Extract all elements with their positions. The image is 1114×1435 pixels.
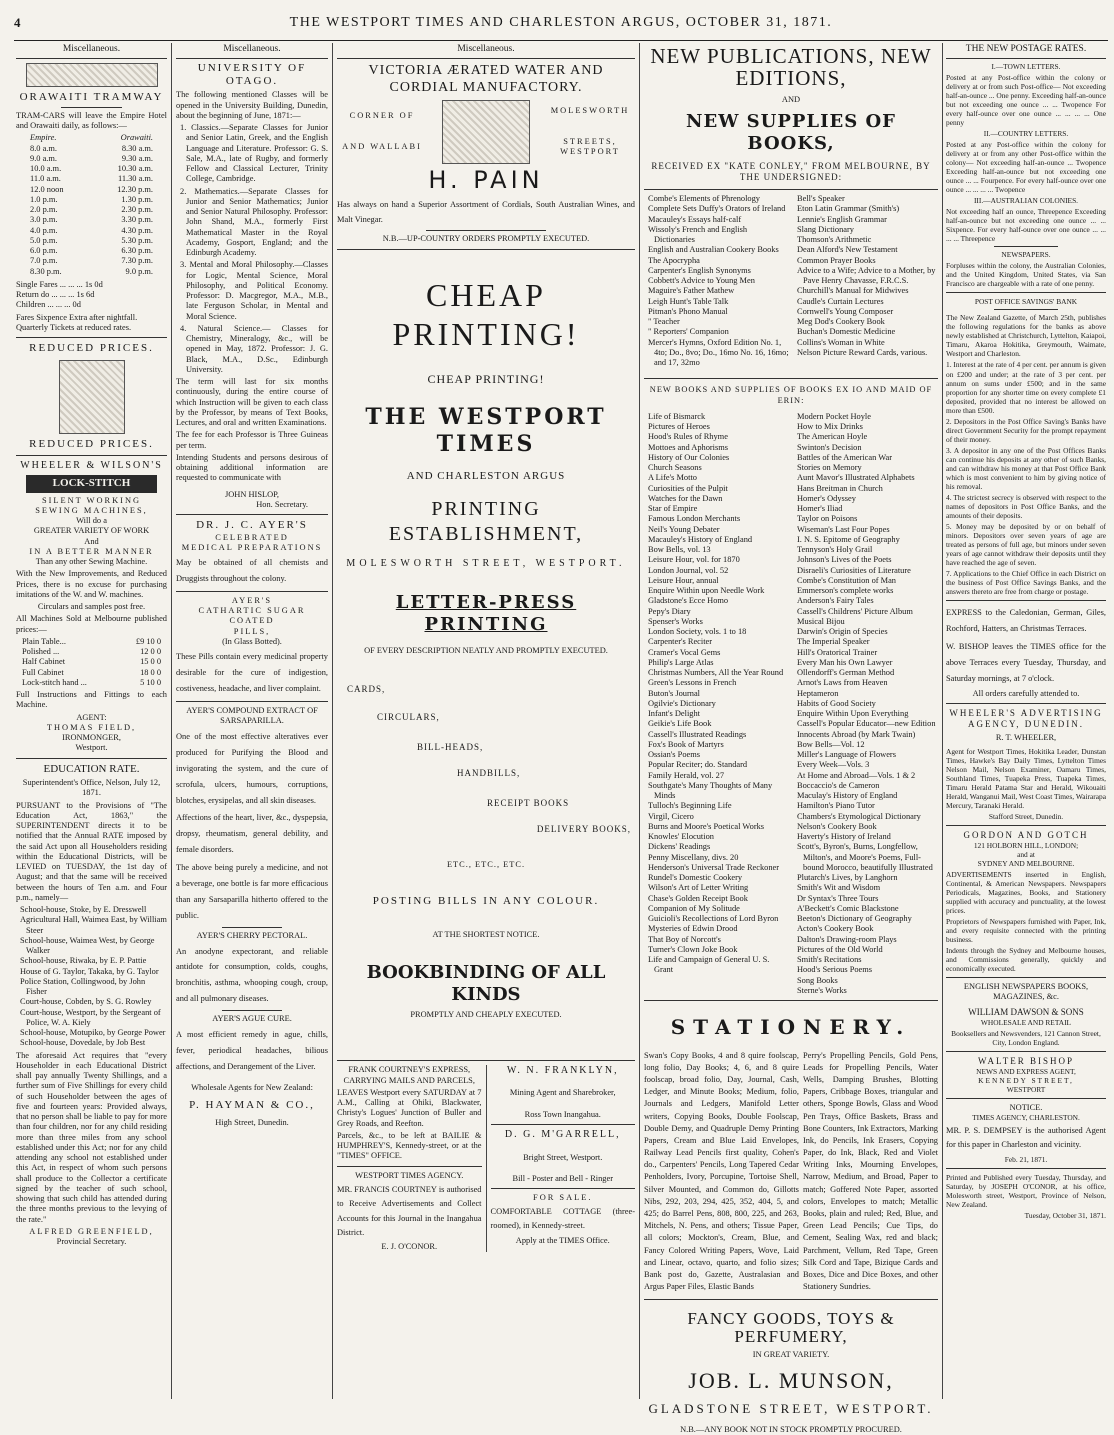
tram-illustration [26, 63, 158, 87]
cheap-printing-heading: CHEAP PRINTING! [392, 276, 580, 352]
book-item: Boccaccio's de Cameron [797, 780, 880, 790]
tram-time: 11.0 a.m. [30, 174, 61, 184]
book-item: The American Hoyle [797, 432, 868, 442]
book-item: Arnot's Laws from Heaven [797, 678, 888, 688]
book-item: Pepy's Diary [648, 606, 691, 616]
tram-time: 1.0 p.m. [30, 194, 58, 204]
book-item: Cornwell's Young Composer [797, 306, 894, 316]
book-item: Wilson's Art of Letter Writing [648, 883, 749, 893]
price-row [16, 678, 167, 688]
book-item: Tennyson's Holy Grail [797, 545, 873, 555]
book-item: Pictures of the Old World [797, 944, 883, 954]
book-item: Dalton's Drawing-room Plays [797, 934, 897, 944]
book-item: Disraeli's Curiosities of Literature [797, 565, 911, 575]
book-item: Watches for the Dawn [648, 493, 723, 503]
book-item: Spenser's Works [648, 616, 703, 626]
tram-time: 10.30 a.m. [117, 164, 153, 174]
education-list-item: Agricultural Hall, Waimea East, by William Steer [20, 915, 167, 935]
book-item: Carpenter's English Synonyms [648, 265, 751, 275]
book-item: Life of Bismarck [648, 411, 706, 421]
book-item: Enquire Within Upon Everything [797, 709, 909, 719]
book-item: Acton's Cookery Book [797, 924, 874, 934]
price-value: 5 10 0 [140, 677, 161, 687]
fare-line: Single Fares ... ... ... 1s 0d [16, 279, 103, 289]
fares-note: Fares Sixpence Extra after nightfall. Quarterly Tickets at reduced rates. [16, 312, 138, 332]
ayer-title: DR. J. C. AYER'S [196, 519, 308, 532]
savings-item: 7. Applications to the Chief Office in each District on the business of Post Office Savings Banks, and the answers thereto are free from charge or postage. [946, 569, 1106, 597]
tram-time: 7.30 p.m. [121, 256, 153, 266]
education-list-item: School-house, Waimea West, by George Walker [20, 935, 155, 956]
column-4: NEW PUBLICATIONS, NEW EDITIONS, AND NEW SUPPLIES OF BOOKS, RECEIVED EX "KATE CONLEY," FROM MELBOURNE, BY THE UNDERSIGNED: Combe's Elements of Phrenology Complete Sets Duffy's Orators of Ireland Macauley's Essays half-calf Wissoly's French and English Dictionaries English and Australian Cookery Books The Apocrypha Carpenter's English Synonyms Cobbett's Advice to Young Men Maguire's Father Mathew Leigh Hunt's Table Talk Pitman's Phono Manual " Teacher " Reporters' Companion Mercer's Hymns, Oxford Edition No. 1, 4to; Do., 8vo; Do., 16mo No. 16, 16mo; and 17, 32mo Bell's Speaker Eton Latin Grammar (Smith's) Lennie's English Grammar Slang Dictionary Thomson's Arithmetic Dean Alford's New Testament Common Prayer Books Advice to a Wife; Advice to a Mother, by Pave Henry Chavasse, F.R.C.S. Churchill's Manual for Midwives Caudle's Curtain Lectures Cornwell's Young Composer Meg Dod's Cookery Book Buchan's Domestic Medicine Collins's Woman in White Nelson Picture Reward Cards, various. NEW BOOKS AND SUPPLIES OF BOOKS EX IO AND MAID OF ERIN: Life of Bismarck Pictures of Heroes Hood's Rules of Rhyme Mottoes and Aphorisms History of Our Colonies Church Seasons A Life's Motto Curiosities of the Pulpit Watches for the Dawn Star of Empire Famous London Merchants Neil's Young Debater Macauley's History of England Bow Bells, vol. 13 Leisure Hour, vol. for 1870 London Journal, vol. 52 Leisure Hour, annual Enquire Within upon Needle Work Gladstone's Ecce Homo Pepy's Diary Spenser's Works London Society, vols. 1 to 18 Carpenter's Reciter Cramer's Vocal Gems Philip's Large Atlas Christmas Numbers, All the Year Round Green's Lessons in French Buton's Journal Ogilvie's Dictionary Infant's Delight Geikie's Life Book Cassell's Illustrated Readings Fox's Book of Martyrs Ossian's Poems Popular Reciter; do. Standard Family Herald, vol. 27 Southgate's Many Thoughts of Many Minds Tulloch's Beginning Life Virgil, Cicero Burns and Moore's Poetical Works Knowles' Elocution Dickens' Readings Penny Miscellany, divs. 20 Henderson's Universal Trade Reckoner Rundel's Domestic Cookery Wilson's Art of Letter Writing Chase's Golden Receipt Book Companion of My Solitude Guicioli's Recollections of Lord Byron Mysteries of Edwin Drood That Boy of Norcott's Turner's Clown Joke Book Life and Campaign of General U. S. Grant Modern Pocket Hoyle How to Mix Drinks The American Hoyle Swinton's Decision Battles of the American War Stories on Memory Aunt Mavor's Illustrated Alphabets Hans Breitman in Church Homer's Odyssey Homer's Iliad Taylor on Poisons Wiseman's Last Four Popes I. N. S. Epitome of Geography Tennyson's Holy Grail Johnson's Lives of the Poets Disraeli's Curiosities of Literature Combe's Constitution of Man Emmerson's complete works Anderson's Fairy Tales Cassell's Childrens' Picture Album Musical Bijou Darwin's Origin of Species The Imperial Speaker Hill's Oratorical Trainer Every Man his Own Lawyer Ollendorff's German Method Arnot's Laws from Heaven Heptameron Habits of Good Society Enquire Within Upon Everything Cassell's Popular Educator—new Edition Innocents Abroad (by Mark Twain) Bow Bells—Vol. 12 Miller's Language of Flowers Every Week—Vols. 3 At Home and Abroad—Vols. 1 & 2 Boccaccio's de Cameron Maculay's History of England Hamilton's Piano Tutor Chambers's Etymological Dictionary Nelson's Cookery Book Haverty's History of Ireland Scott's, Byron's, Burns, Longfellow, Milton's, and Moore's Poems, Full-bound Morocco, beautifully Illustrated Plutarch's Lives, by Langhorn Smith's Wit and Wisdom Dr Syntax's Three Tours A'Beckett's Comic Blackstone Beeton's Dictionary of Geography Acton's Cookery Book Dalton's Drawing-room Plays Pictures of the Old World Smith's Recitations Hood's Serious Poems Song Books Sterne's Works STATIONERY. Swan's Copy Books, 4 and 8 quire foolscap, long folio, Day Books; 4, 6, and 8 quire foolscap, broad folio, Day, Journal, Cash, Ledger, and Minute Books; Medium, folio, Journals and Ledgers, Manifold Letter writers, Copying Books, Double Foolscap, Double Demy, and Quadruple Demy Printing Papers, Cream and Blue Laid Envelopes, Railway Lead Pencils first quality, Cohen's do., Carpenters' Pencils, Long Tapered Cedar Penholders, Ivory, Porcupine, Tortoise Shell, Silver Mounted, and Common do, Gillotts Nibs, 292, 203, 294, 425, 352, 404, 5, and 425; do Barrel Pens, 808, 800, 225, and 263, Mitchels, N. Pens, and others; Tissue Paper, all colors; Mockton's, Cream, Blue, and Fancy Colored Writing Papers, Wove, Laid and Linear, octavo, quarto, and folio sizes; Bank post do, Gazette, Australasian and Argus Paper Files, Elastic Bands Perry's Propelling Pencils, Gold Pens, Leads for Propelling Pencils, Water Wells, Damping Brushes, Blotting Papers, Cribbage Boxes, triangular and others, Sponge Bowls, Glass and Wood Pen Trays, Office Baskets, Brass and Bone Counters, Ink Extractors, Marking Ink, do Pencils, Ink Erasers, Copying Paper, do Ink, Black, Red and Violet Writing Inks, Mourning Envelopes, Narrow, Medium, and Broad, Paper to match; Goffered Note Paper, assorted colors, Envelopes to match; Metallic Books, plain and ruled; Red, Blue, and Green Lead Pencils; Cue Tips, do Cement, Sealing Wax, red and black; Parchment, Vellum, Red Tape, Green Silk Cord and Tape, Bizique Cards and Boxes, Dice and Dice Boxes, and other Stationery Sundries. FANCY GOODS, TOYS & PERFUMERY, IN GREAT VARIETY. JOB. L. MUNSON, GLADSTONE STREET, WESTPORT. N.B.—ANY BOOK NOT IN STOCK PROMPTLY PROCURED. [644, 44, 938, 1434]
book-item: Family Herald, vol. 27 [648, 770, 725, 780]
book-item: Leisure Hour, annual [648, 575, 719, 585]
savings-item: 1. Interest at the rate of 4 per cent. per annum is given on £200 and under; at the rate of 3 per cent. per annum on sums under £500; and in the same proportion for any shorter time on every complete £1 deposited, provided that no interest be allowed on more than £500. [946, 360, 1106, 415]
book-item: Virgil, Cicero [648, 811, 694, 821]
tram-time: 9.0 a.m. [30, 153, 57, 163]
book-item: Smith's Recitations [797, 955, 862, 965]
book-item: Wiseman's Last Four Popes [797, 524, 890, 534]
book-item: Chase's Golden Receipt Book [648, 893, 748, 903]
price-label: Full Cabinet [22, 667, 64, 677]
book-item: Smith's Wit and Wisdom [797, 883, 881, 893]
book-item: Sterne's Works [797, 985, 847, 995]
book-item: Stories on Memory [797, 463, 862, 473]
column-3: Miscellaneous. VICTORIA ÆRATED WATER AND CORDIAL MANUFACTORY. CORNER OF AND WALLABI MOLESWORTH STREETS, WESTPORT H. PAIN Has always on hand a Superior Assortment of Cordials, South Australian Wines, and Malt Vinegar. N.B.—UP-COUNTRY ORDERS PROMPTLY EXECUTED. CHEAP PRINTING! CHEAP PRINTING! THE WESTPORT TIMES AND CHARLESTON ARGUS PRINTING ESTABLISHMENT, MOLESWORTH STREET, WESTPORT. LETTER-PRESS PRINTING OF EVERY DESCRIPTION NEATLY AND PROMPTLY EXECUTED. CARDS, CIRCULARS, BILL-HEADS, HANDBILLS, RECEIPT BOOKS DELIVERY BOOKS, ETC., ETC., ETC. POSTING BILLS IN ANY COLOUR. AT THE SHORTEST NOTICE. BOOKBINDING OF ALL KINDS PROMPTLY AND CHEAPLY EXECUTED. FRANK COURTNEY'S EXPRESS, CARRYING MAILS AND PARCELS, LEAVES Westport every SATURDAY at 7 A.M., Calling at Ohiki, Blackwater, Christy's Logues' Junction of Buller and Grey Roads, and Reefton. Parcels, &c., to be left at BAILIE & HUMPHREY'S, Kennedy-street, or at the "TIMES" OFFICE. WESTPORT TIMES AGENCY. MR. FRANCIS COURTNEY is authorised to Receive Advertisements and Collect Accounts for this Journal in the Inangahua District. E. J. O'CONOR. W. N. FRANKLYN, Mining Agent and Sharebroker, Ross Town Inangahua. D. G. M'GARRELL, Bright Street, Westport. Bill - Poster and Bell - Ringer FOR SALE. COMFORTABLE COTTAGE (three-roomed), in Kennedy-street. Apply at the TIMES Office. [337, 44, 635, 1252]
tram-title: ORAWAITI TRAMWAY [19, 90, 164, 103]
tram-time: 2.30 p.m. [121, 205, 153, 215]
tram-fares [16, 280, 167, 311]
book-item: Cassell's Illustrated Readings [648, 729, 747, 739]
book-item: Advice to a Wife; Advice to a Mother, by Pave Henry Chavasse, F.R.C.S. [797, 265, 936, 286]
book-item: London Society, vols. 1 to 18 [648, 627, 747, 637]
tram-row [16, 267, 167, 277]
book-item: Homer's Iliad [797, 504, 843, 514]
book-item: Geikie's Life Book [648, 719, 712, 729]
price-label: Polished ... [22, 647, 60, 657]
books-list-right [793, 194, 938, 368]
tram-time: 6.0 p.m. [30, 246, 58, 256]
book-item: Church Seasons [648, 463, 702, 473]
book-item: Burns and Moore's Poetical Works [648, 821, 765, 831]
tram-row [16, 195, 167, 205]
book-item: Pitman's Phono Manual [648, 306, 728, 316]
page-number: 4 [14, 15, 22, 30]
tram-time: 1.30 p.m. [121, 194, 153, 204]
book-item: Turner's Clown Joke Book [648, 944, 738, 954]
book-item: Collins's Woman in White [797, 337, 885, 347]
book-item: Life and Campaign of General U. S. Grant [648, 955, 770, 975]
education-list-item: Court-house, Cobden, by S. G. Rowley [20, 997, 152, 1007]
book-item: Plutarch's Lives, by Langhorn [797, 873, 898, 883]
factory-illustration [442, 100, 530, 164]
book-item: Cramer's Vocal Gems [648, 647, 721, 657]
tram-row [16, 144, 167, 154]
book-item: Combe's Elements of Phrenology [648, 194, 760, 204]
book-item: Emmerson's complete works [797, 586, 894, 596]
education-body: PURSUANT to the Provisions of "The Education Act, 1863," the SUPERINTENDENT directs it to be notified that the Annual RATE imposed by the said Act upon all Householders residing within the Educational Districts, will be LEVIED on TUESDAY, the 1st day of August; and that the same will be received between the hours of Ten a.m. and Four p.m., namely— [16, 800, 167, 902]
savings-regulations [946, 360, 1106, 596]
education-list-item: School-house, Dovedale, by Job Best [20, 1038, 146, 1048]
book-item: Hood's Serious Poems [797, 965, 873, 975]
book-item: Musical Bijou [797, 616, 845, 626]
otago-class-item: 4. Natural Science.— Classes for Chemistry, Mineralogy, &c., will be opened in May, 1872. Professor: J. G. Black, M.A., D.Sc., Edinburgh University. [180, 323, 328, 374]
book-item: Ollendorff's German Method [797, 668, 895, 678]
book-item: Maguire's Father Mathew [648, 286, 735, 296]
book-item: Johnson's Lives of the Poets [797, 555, 892, 565]
price-row [16, 668, 167, 678]
tram-time: 4.0 p.m. [30, 225, 58, 235]
price-value: 18 0 0 [140, 667, 161, 677]
book-item: Philip's Large Atlas [648, 657, 714, 667]
tram-time: 11.30 a.m. [117, 174, 153, 184]
munson-name: JOB. L. MUNSON, [688, 1368, 894, 1394]
book-item: Infant's Delight [648, 709, 700, 719]
new-publications-heading: NEW PUBLICATIONS, NEW EDITIONS, [650, 44, 932, 91]
book-item: Leigh Hunt's Table Talk [648, 296, 729, 306]
savings-item: 3. A depositor in any one of the Post Offices Banks can continue his deposits at any other of such Banks, and can withdraw his money at that Post Office Bank which is most convenient to him by giving notice of his removal. [946, 445, 1106, 491]
book-item: Maculay's History of England [797, 791, 898, 801]
book-item: " Teacher [648, 317, 680, 327]
book-item: English and Australian Cookery Books [648, 245, 779, 255]
book-item: A Life's Motto [648, 473, 697, 483]
tram-row [16, 164, 167, 174]
pain-name: H. PAIN [428, 165, 544, 194]
book-item: At Home and Abroad—Vols. 1 & 2 [797, 770, 916, 780]
book-item: Scott's, Byron's, Burns, Longfellow, Milton's, and Moore's Poems, Full-bound Morocco, beautifully Illustrated [797, 842, 933, 872]
book-item: Pictures of Heroes [648, 422, 710, 432]
price-label: Half Cabinet [22, 657, 66, 667]
book-item: Song Books [797, 975, 838, 985]
tram-time: 6.30 p.m. [121, 246, 153, 256]
book-item: History of Our Colonies [648, 452, 730, 462]
tram-time: 3.30 p.m. [121, 215, 153, 225]
tram-time: 3.0 p.m. [30, 215, 58, 225]
book-item: Green's Lessons in French [648, 678, 737, 688]
education-list-item: House of G. Taylor, Takaka, by G. Taylor [20, 966, 159, 976]
tram-row [16, 236, 167, 246]
book-item: Anderson's Fairy Tales [797, 596, 874, 606]
book-item: Taylor on Poisons [797, 514, 858, 524]
newspaper-page [14, 6, 1108, 1434]
book-item: Carpenter's Reciter [648, 637, 713, 647]
book-item: Southgate's Many Thoughts of Many Minds [648, 780, 773, 801]
book-item: Nelson Picture Reward Cards, various. [797, 347, 928, 357]
book-item: Famous London Merchants [648, 514, 741, 524]
book-item: Mysteries of Edwin Drood [648, 924, 738, 934]
book-item: Innocents Abroad (by Mark Twain) [797, 729, 916, 739]
book-item: Ogilvie's Dictionary [648, 698, 716, 708]
book-item: I. N. S. Epitome of Geography [797, 534, 900, 544]
book-item: Buton's Journal [648, 688, 700, 698]
price-value: 15 0 0 [140, 657, 161, 667]
franklyn-ad: W. N. FRANKLYN, Mining Agent and Sharebroker, Ross Town Inangahua. D. G. M'GARRELL, Bright Street, Westport. Bill - Poster and Bell - Ringer FOR SALE. COMFORTABLE COTTAGE (three-roomed), in Kennedy-street. Apply at the TIMES Office. [490, 1065, 635, 1245]
book-item: Chambers's Etymological Dictionary [797, 811, 921, 821]
book-item: Enquire Within upon Needle Work [648, 586, 765, 596]
otago-title: UNIVERSITY OF OTAGO. [197, 61, 307, 87]
education-list-item: Court-house, Westport, by the Sergeant of Police, W. A. Kiely [20, 1007, 161, 1027]
tram-time: 4.30 p.m. [121, 225, 153, 235]
education-rate-title: EDUCATION RATE. [43, 762, 140, 775]
ex-books-left [644, 412, 789, 996]
book-item: Popular Reciter; do. Standard [648, 760, 748, 770]
printing-items: CARDS, CIRCULARS, BILL-HEADS, HANDBILLS, RECEIPT BOOKS DELIVERY BOOKS, [347, 684, 631, 835]
book-item: The Apocrypha [648, 255, 700, 265]
sewing-machine-illustration [59, 360, 125, 434]
book-item: Beeton's Dictionary of Geography [797, 914, 912, 924]
tram-time: 5.0 p.m. [30, 235, 58, 245]
book-item: Dickens' Readings [648, 842, 711, 852]
book-item: Haverty's History of Ireland [797, 832, 891, 842]
book-item: Macauley's History of England [648, 534, 753, 544]
tram-row [16, 205, 167, 215]
book-item: Caudle's Curtain Lectures [797, 296, 884, 306]
tram-row [16, 185, 167, 195]
book-item: Henderson's Universal Trade Reckoner [648, 862, 780, 872]
book-item: Bow Bells, vol. 13 [648, 545, 711, 555]
education-list [16, 905, 167, 1049]
book-item: Swinton's Decision [797, 442, 862, 452]
books-list-left [644, 194, 789, 368]
tram-time: 12.30 p.m. [117, 184, 153, 194]
book-item: Combe's Constitution of Man [797, 575, 896, 585]
book-item: Star of Empire [648, 504, 698, 514]
book-item: Nelson's Cookery Book [797, 821, 877, 831]
otago-class-item: 2. Mathematics.—Separate Classes for Junior and Senior Mathematics; Junior and Senior Natural Philosophy. Professor: John Shand, M.A., formerly First Mathematical Master in the Royal Academy, Gosport, England; and the Edinburgh Academy. [180, 186, 328, 258]
otago-class-item: 1. Classics.—Separate Classes for Junior and Senior Latin, Greek, and the English Language and Literature. Professor: G. S. Sale, M.A., late of Rugby, and formerly Fellow and Classical Lecturer, Trinity College, Cambridge. [180, 123, 328, 184]
book-item: Rundel's Domestic Cookery [648, 873, 743, 883]
tram-time: 9.30 a.m. [121, 153, 153, 163]
tram-timetable [16, 144, 167, 277]
ex-books-right [793, 412, 938, 996]
book-item: Tulloch's Beginning Life [648, 801, 732, 811]
price-row [16, 647, 167, 657]
price-label: Plain Table... [22, 636, 66, 646]
tram-intro: TRAM-CARS will leave the Empire Hotel and Orawaiti daily, as follows:— [16, 110, 167, 131]
column-1: Miscellaneous. ORAWAITI TRAMWAY TRAM-CARS will leave the Empire Hotel and Orawaiti daily, as follows:— Empire. Orawaiti. 8.0 a.m. 8.30 a.m. 9.0 a.m. 9.30 a.m. 10.0 a.m. 10.30 a.m. 11.0 a.m. 11.30 a.m. 12.0 noon 12.30 p.m. 1.0 p.m. 1.30 p.m. 2.0 p.m. 2.30 p.m. 3.0 p.m. 3.30 p.m. 4.0 p.m. 4.30 p.m. 5.0 p.m. 5.30 p.m. 6.0 p.m. 6.30 p.m. 7.0 p.m. 7.30 p.m. 8.30 p.m. 9.0 p.m. Single Fares ... ... ... 1s 0d Return do ... ... ... 1s 6d Children ... ... ... 0d Fares Sixpence Extra after nightfall. Quarterly Tickets at reduced rates. REDUCED PRICES. REDUCED PRICES. WHEELER & WILSON'S LOCK-STITCH SILENT WORKING SEWING MACHINES, Will do a GREATER VARIETY OF WORK And IN A BETTER MANNER Than any other Sewing Machine. With the New Improvements, and Reduced Prices, there is no excuse for purchasing imitations of the W. and W. machines. Circulars and samples post free. All Machines Sold at Melbourne published prices:— Plain Table... £9 10 0 Polished ... 12 0 0 Half Cabinet 15 0 0 Full Cabinet 18 0 0 Lock-stitch hand ... 5 10 0 Full Instructions and Fittings to each Machine. AGENT: THOMAS FIELD, IRONMONGER, Westport. EDUCATION RATE. Superintendent's Office, Nelson, July 12, 1871. PURSUANT to the Provisions of "The Education Act, 1863," the SUPERINTENDENT directs it to be notified that the Annual RATE imposed by the said Act upon all Householders residing within the Educational Districts, will be LEVIED on TUESDAY, the 1st day of August; and that the same will be received between the hours of Ten a.m. and Four p.m., namely— School-house, Stoke, by E. Dresswell Agricultural Hall, Waimea East, by William Steer School-house, Waimea West, by George Walker School-house, Riwaka, by E. P. Pattie House of G. Taylor, Takaka, by G. Taylor Police Station, Collingwood, by John Fisher Court-house, Cobden, by S. G. Rowley Court-house, Westport, by the Sergeant of Police, W. A. Kiely School-house, Motupiko, by George Power School-house, Dovedale, by Job Best The aforesaid Act requires that "every Householder in each Educational District shall pay annually Twenty Shillings, and a further sum of Five Shillings for every child of such Householder between the ages of five and fourteen years: Provided always, that no person shall be liable to pay for more than four children, nor for any child residing more than three miles from any school established under this Act; nor for any child attending any school not established under this Act, in respect of whom such persons shall produce to the Collector a certificate signed by the teacher of such school, showing that such child has attended during the three months previous to the levying of the rate." ALFRED GREENFIELD, Provincial Secretary. [16, 44, 167, 1247]
book-item: Slang Dictionary [797, 224, 854, 234]
book-item: " Reporters' Companion [648, 327, 729, 337]
book-item: Darwin's Origin of Species [797, 627, 888, 637]
fare-line: Children ... ... ... 0d [16, 300, 81, 310]
bookbinding-heading: BOOKBINDING OF ALL KINDS [366, 962, 606, 1006]
savings-item: 5. Money may be deposited by or on behalf of minors. Depositors over seven years of age are treated as persons of full age, but minors under seven years of age cannot withdraw their deposits until they have reached the age of seven. [946, 522, 1106, 568]
book-item: Hood's Rules of Rhyme [648, 432, 728, 442]
education-list-item: School-house, Riwaka, by E. P. Pattie [20, 956, 147, 966]
masthead [14, 6, 1108, 41]
book-item: Wissoly's French and English Dictionaries [648, 224, 748, 245]
book-item: Curiosities of the Pulpit [648, 483, 728, 493]
victoria-title: VICTORIA ÆRATED WATER AND CORDIAL MANUFACTORY. [368, 62, 604, 95]
tram-time: 9.0 p.m. [125, 266, 153, 276]
tram-time: 5.30 p.m. [121, 235, 153, 245]
book-item: A'Beckett's Comic Blackstone [797, 903, 899, 913]
book-item: Churchill's Manual for Midwives [797, 286, 909, 296]
tram-row [16, 256, 167, 266]
tram-time: 2.0 p.m. [30, 205, 58, 215]
book-item: Every Man his Own Lawyer [797, 657, 893, 667]
book-item: London Journal, vol. 52 [648, 565, 729, 575]
book-item: Every Week—Vols. 3 [797, 760, 870, 770]
reduced-prices-heading: REDUCED PRICES. [29, 342, 154, 355]
tram-row [16, 154, 167, 164]
machine-prices [16, 637, 167, 688]
book-item: Heptameron [797, 688, 839, 698]
education-list-item: Police Station, Collingwood, by John Fisher [20, 976, 146, 997]
fare-line: Return do ... ... ... 1s 6d [16, 290, 95, 300]
fancy-goods-heading: FANCY GOODS, TOYS & PERFUMERY, [687, 1309, 895, 1347]
tram-row [16, 215, 167, 225]
book-item: Complete Sets Duffy's Orators of Ireland [648, 204, 786, 214]
price-label: Lock-stitch hand ... [22, 677, 87, 687]
westport-times-heading: THE WESTPORT TIMES [365, 404, 607, 458]
tram-time: 8.30 p.m. [30, 266, 62, 276]
book-item: Miller's Language of Flowers [797, 750, 896, 760]
book-item: Mercer's Hymns, Oxford Edition No. 1, 4to; Do., 8vo; Do., 16mo No. 16, 16mo; and 17, 32mo [648, 337, 789, 368]
price-value: £9 10 0 [135, 636, 161, 646]
savings-item: 4. The strictest secrecy is observed with respect to the names of depositors in Post Office Banks, and the amounts of their deposits. [946, 492, 1106, 520]
book-item: Battles of the American War [797, 452, 892, 462]
postage-title: THE NEW POSTAGE RATES. [946, 43, 1106, 59]
agent-name: THOMAS FIELD, [46, 722, 137, 732]
book-item: Thomson's Arithmetic [797, 235, 872, 245]
book-item: Leisure Hour, vol. for 1870 [648, 555, 740, 565]
courtney-express-ad: FRANK COURTNEY'S EXPRESS, CARRYING MAILS AND PARCELS, LEAVES Westport every SATURDAY at 7 A.M., Calling at Ohiki, Blackwater, Christy's Logues' Junction of Buller and Grey Roads, and Reefton. Parcels, &c., to be left at BAILIE & HUMPHREY'S, Kennedy-street, or at the "TIMES" OFFICE. WESTPORT TIMES AGENCY. MR. FRANCIS COURTNEY is authorised to Receive Advertisements and Collect Accounts for this Journal in the Inangahua District. E. J. O'CONOR. [337, 1065, 487, 1252]
education-list-item: School-house, Stoke, by E. Dresswell [20, 905, 147, 915]
book-item: Christmas Numbers, All the Year Round [648, 668, 784, 678]
stationery-heading: STATIONERY. [670, 1015, 912, 1040]
tram-time: 8.0 a.m. [30, 143, 57, 153]
section-heading: Miscellaneous. [16, 43, 167, 59]
book-item: Neil's Young Debater [648, 524, 720, 534]
otago-class-item: 3. Mental and Moral Philosophy.—Classes for Logic, Mental Science, Moral Philosophy, and Political Economy. Professor: D. Macgregor, M.A., M.B., late Ferguson Scholar, in Mental and Moral Science. [180, 260, 328, 321]
book-item: Eton Latin Grammar (Smith's) [797, 204, 900, 214]
savings-item: 2. Depositors in the Post Office Saving's Banks have direct Government Security for the prompt repayment of their money. [946, 416, 1106, 444]
book-item: Bell's Speaker [797, 194, 845, 204]
price-row [16, 637, 167, 647]
book-item: Penny Miscellany, divs. 20 [648, 852, 739, 862]
book-item: Guicioli's Recollections of Lord Byron [648, 914, 779, 924]
book-item: Bow Bells—Vol. 12 [797, 739, 865, 749]
book-item: Gladstone's Ecce Homo [648, 596, 729, 606]
tram-row [16, 174, 167, 184]
book-item: Homer's Odyssey [797, 493, 856, 503]
book-item: Lennie's English Grammar [797, 214, 887, 224]
book-item: Meg Dod's Cookery Book [797, 317, 885, 327]
book-item: Knowles' Elocution [648, 832, 714, 842]
price-value: 12 0 0 [140, 647, 161, 657]
book-item: Fox's Book of Martyrs [648, 739, 724, 749]
tram-row [16, 246, 167, 256]
book-item: Dr Syntax's Three Tours [797, 893, 879, 903]
book-item: Habits of Good Society [797, 698, 876, 708]
tram-time: 10.0 a.m. [30, 164, 62, 174]
book-item: Hill's Oratorical Trainer [797, 647, 878, 657]
tram-time: 7.0 p.m. [30, 256, 58, 266]
book-item: That Boy of Norcott's [648, 934, 721, 944]
tram-row [16, 226, 167, 236]
book-item: Hans Breitman in Church [797, 483, 883, 493]
book-item: Macauley's Essays half-calf [648, 214, 742, 224]
lockstitch-banner: LOCK-STITCH [26, 475, 157, 492]
tram-time: 8.30 a.m. [121, 143, 153, 153]
book-item: Hamilton's Piano Tutor [797, 801, 875, 811]
book-item: Common Prayer Books [797, 255, 876, 265]
book-item: Dean Alford's New Testament [797, 245, 898, 255]
otago-classes [176, 123, 328, 375]
newspaper-title: THE WESTPORT TIMES AND CHARLESTON ARGUS, OCTOBER 31, 1871. [289, 15, 833, 30]
education-list-item: School-house, Motupiko, by George Power [20, 1028, 166, 1038]
book-item: The Imperial Speaker [797, 637, 870, 647]
book-item: Modern Pocket Hoyle [797, 411, 871, 421]
column-5: THE NEW POSTAGE RATES. I.—TOWN LETTERS. Posted at any Post-office within the colony or delivery at or from such Post-office— Not exceeding half-an-ounce ... One penny. Exceeding half-an-ounce but not exceeding one ounce ... ... Twopence For every half-ounce over one ounce ... ... ... ... One penny II.—COUNTRY LETTERS. Posted at any Post-office within the colony for delivery at or from any other Post-office within the colony— Not exceeding half-an-ounce ... Twopence Exceeding half-an-ounce but not exceeding one ounce ... ... Fourpence. For every half-ounce over one ounce ... ... ... ... Twopence III.—AUSTRALIAN COLONIES. Not exceeding half an ounce, Threepence Exceeding half-an-ounce but not exceeding one ounce ... ... Sixpence. For every half-ounce over one ounce ... ... ... ... Threepence NEWSPAPERS. Forpluses within the colony, the Australian Colonies, and the United Kingdom, United States, via San Francisco are chargeable with a rate of one penny. POST OFFICE SAVINGS' BANK The New Zealand Gazette, of March 25th, publishes the following regulations for the banks as above newly established at Christchurch, Lyttelton, Kaiapoi, Timaru, Akaroa Hokitika, Greymouth, Waimate, Westport and Charleston. 1. Interest at the rate of 4 per cent. per annum is given on £200 and under; at the rate of 3 per cent. per annum on sums under £500; and in the same proportion for any shorter time on every complete £1 deposited, provided that no interest be allowed on more than £500. 2. Depositors in the Post Office Saving's Banks have direct Government Security for the prompt repayment of their money. 3. A depositor in any one of the Post Offices Banks can continue his deposits at any other of such Banks, and can withdraw his money at that Post Office Bank which is most convenient to him by giving notice of his removal. 4. The strictest secrecy is observed with respect to the names of depositors in Post Office Banks, and the amounts of their deposits. 5. Money may be deposited by or on behalf of minors. Depositors over seven years of age are treated as persons of full age, but minors under seven years of age cannot withdraw their deposits until they have reached the age of seven. 7. Applications to the Chief Office in each District on the business of Post Office Savings Banks, and the answers thereto are free from charge or postage. EXPRESS to the Caledonian, German, Giles, Rochford, Hatters, an Christmas Terraces. W. BISHOP leaves the TIMES office for the above Terraces every Tuesday, Thursday, and Saturday mornings, at 7 o'clock. All orders carefully attended to. WHEELER'S ADVERTISING AGENCY, DUNEDIN. R. T. WHEELER, Agent for Westport Times, Hokitika Leader, Dunstan Times, Hawke's Bay Daily Times, Lyttelton Times Nelson Mail, Nelson Examiner, Oamaru Times, Southland Times, Tuapeka Press, Tuapeka Times, Timaru Herald Patama Star and Herald, Wikouaiti Herald, Wanganui Mail, West Coast Times, Wairarapa Mercury, Taranaki Herald. Stafford Street, Dunedin. GORDON AND GOTCH 121 HOLBORN HILL, LONDON; and at SYDNEY AND MELBOURNE. ADVERTISEMENTS inserted in English, Continental, & American Newspapers. Newspapers Periodicals, Magazines, Books, and Stationery supplied with accuracy and punctuality, at the lowest prices. Proprietors of Newspapers furnished with Paper, Ink, and every requisite connected with the printing business. Indents through the Sydney and Melbourne houses, and Commissions generally, quickly and economically executed. ENGLISH NEWSPAPERS BOOKS, MAGAZINES, &c. WILLIAM DAWSON & SONS WHOLESALE AND RETAIL Booksellers and Newsvenders, 121 Cannon Street, City, London England. WALTER BISHOP NEWS AND EXPRESS AGENT, KENNEDY STREET, WESTPORT NOTICE. TIMES AGENCY, CHARLESTON. MR. P. S. DEMPSEY is the authorised Agent for this paper in Charleston and vicinity. Feb. 21, 1871. Printed and Published every Tuesday, Thursday, and Saturday, by JOSEPH O'CONOR, at his office, Molesworth street, Westport, Province of Nelson, New Zealand. Tuesday, October 31, 1871. [946, 44, 1106, 1220]
price-row [16, 657, 167, 667]
book-item: Cassell's Childrens' Picture Album [797, 606, 913, 616]
book-item: Companion of My Solitude [648, 903, 740, 913]
column-2: Miscellaneous. UNIVERSITY OF OTAGO. The following mentioned Classes will be opened in the University Building, Dunedin, about the beginning of June, 1871:— 1. Classics.—Separate Classes for Junior and Senior Latin, Greek, and the English Language and Literature. Professor: G. S. Sale, M.A., late of Rugby, and formerly Fellow and Classical Lecturer, Trinity College, Cambridge. 2. Mathematics.—Separate Classes for Junior and Senior Mathematics; Junior and Senior Natural Philosophy. Professor: John Shand, M.A., formerly First Mathematical Master in the Royal Academy, Gosport, England; and the Edinburgh Academy. 3. Mental and Moral Philosophy.—Classes for Logic, Mental Science, Moral Philosophy, and Political Economy. Professor: D. Macgregor, M.A., M.B., late Ferguson Scholar, in Mental and Moral Science. 4. Natural Science.— Classes for Chemistry, Mineralogy, &c., will be opened in May, 1872. Professor: J. G. Black, M.A., D.Sc., Edinburgh University. The term will last for six months continuously, during the entire course of which Instruction will be given to each class by the Professor, by means of Text Books, Lectures, and oral and written Examinations. The fee for each Professor is Three Guineas per term. Intending Students and persons desirous of obtaining additional information are requested to communicate with JOHN HISLOP, Hon. Secretary. DR. J. C. AYER'S CELEBRATED MEDICAL PREPARATIONS May be obtained of all chemists and Druggists throughout the colony. AYER'S CATHARTIC SUGAR COATED PILLS, (In Glass Botted). These Pills contain every medicinal property desirable for the cure of indigestion, costiveness, headache, and liver complaint. AYER'S COMPOUND EXTRACT OF SARSAPARILLA. One of the most effective alteratives ever produced for Purifying the Blood and invigorating the system, and the cure of scrofula, ulcers, humours, corruptions, blotches, erysipelas, and all skin diseases. Affections of the heart, liver, &c., dyspepsia, dropsy, rheumatism, general debility, and female disorders. The above being purely a medicine, and not a beverage, one bottle is far more efficacious than any Sarsaparilla hitherto offered to the public. AYER'S CHERRY PECTORAL. An anodyne expectorant, and reliable antidote for consumption, colds, coughs, bronchitis, asthma, whooping cough, croup, and all pulmonary diseases. AYER'S AGUE CURE. A most efficient remedy in ague, chills, fever, periodical headaches, bilious affections, and Derangement of the Liver. Wholesale Agents for New Zealand: P. HAYMAN & CO., High Street, Dunedin. [176, 44, 328, 1128]
book-item: Mottoes and Aphorisms [648, 442, 729, 452]
book-item: Cobbett's Advice to Young Men [648, 276, 755, 286]
letterpress-heading: LETTER-PRESS PRINTING [395, 592, 577, 636]
book-item: Ossian's Poems [648, 750, 700, 760]
book-item: Cassell's Popular Educator—new Edition [797, 719, 936, 729]
book-item: Aunt Mavor's Illustrated Alphabets [797, 473, 915, 483]
book-item: How to Mix Drinks [797, 422, 863, 432]
book-item: Buchan's Domestic Medicine [797, 327, 896, 337]
tram-time: 12.0 noon [30, 184, 64, 194]
